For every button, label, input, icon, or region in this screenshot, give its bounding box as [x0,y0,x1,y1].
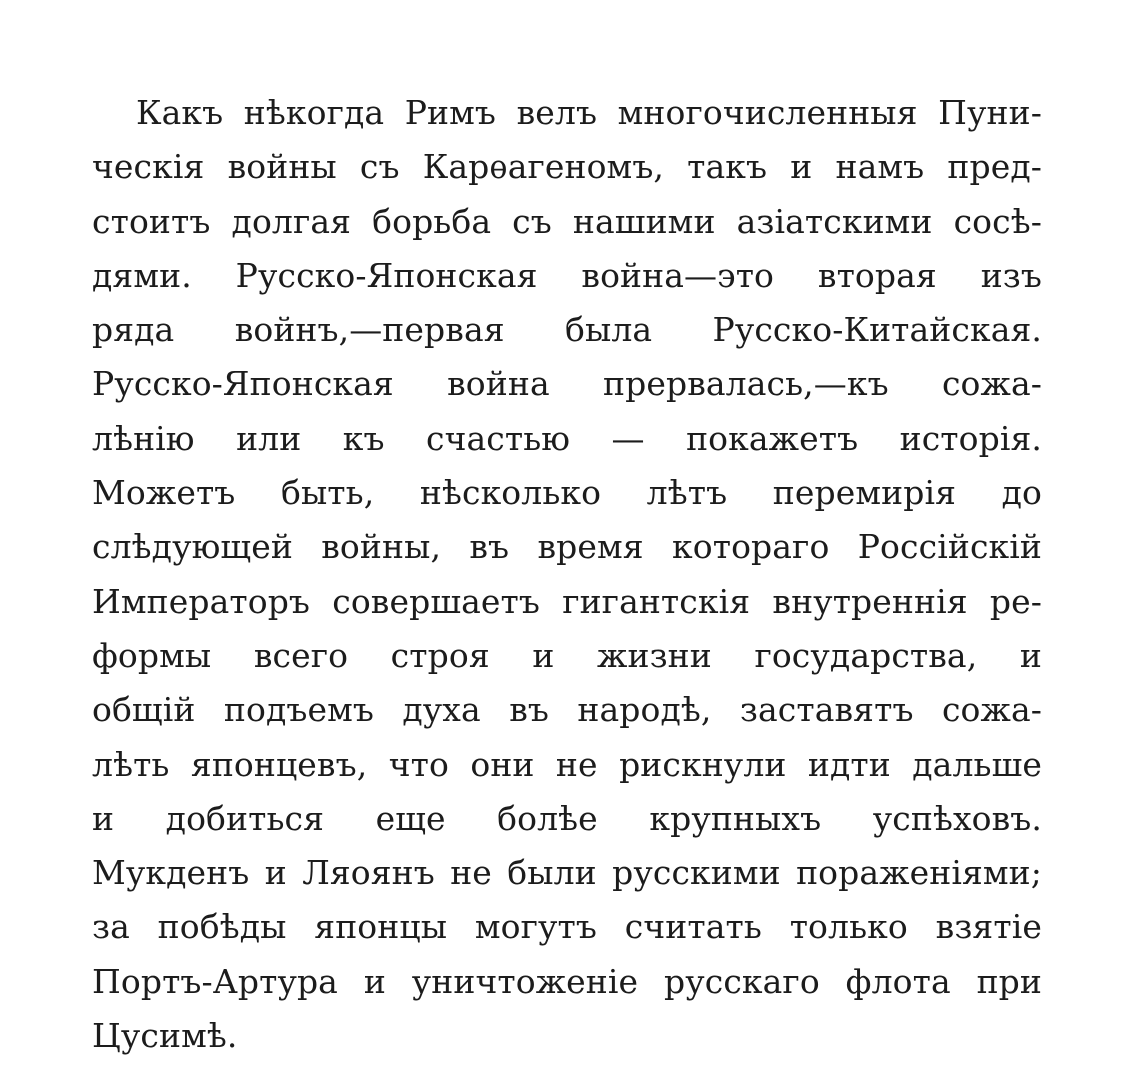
text-line-14: и добиться еще болѣе крупныхъ успѣховъ. [92,798,1042,838]
text-line-2: ческія войны съ Карѳагеномъ, такъ и намъ пред- [92,147,1042,187]
text-line-7: лѣнію или къ счастью — покажетъ исторія. [92,418,1042,458]
text-line-1: Какъ нѣкогда Римъ велъ многочисленныя Пуни- [136,93,1042,132]
text-line-6: Русско-Японская война прервалась,—къ сожа- [92,364,1042,404]
paragraph [92,86,1042,1063]
text-line-10: Императоръ совершаетъ гигантскія внутреннія ре- [92,581,1042,621]
text-line-13: лѣть японцевъ, что они не рискнули идти дальше [92,744,1042,784]
text-line-18: Цусимѣ. [92,1016,238,1056]
text-line-16: за побѣды японцы могутъ считать только взятіе [92,907,1042,947]
text-line-8: Можетъ быть, нѣсколько лѣтъ перемирія до [92,473,1042,513]
text-line-15: Мукденъ и Ляоянъ не были русскими пораженіями; [92,853,1042,893]
text-line-11: формы всего строя и жизни государства, и [92,635,1042,675]
text-line-5: ряда войнъ,—первая была Русско-Китайская. [92,310,1042,350]
text-line-17: Портъ-Артура и уничтоженіе русскаго флота при [92,961,1042,1001]
text-line-9: слѣдующей войны, въ время котораго Россійскій [92,527,1042,567]
text-line-12: общій подъемъ духа въ народѣ, заставятъ сожа- [92,690,1042,730]
text-line-4: дями. Русско-Японская война—это вторая изъ [92,255,1042,295]
text-line-3: стоитъ долгая борьба съ нашими азіатскими сосѣ- [92,201,1042,241]
